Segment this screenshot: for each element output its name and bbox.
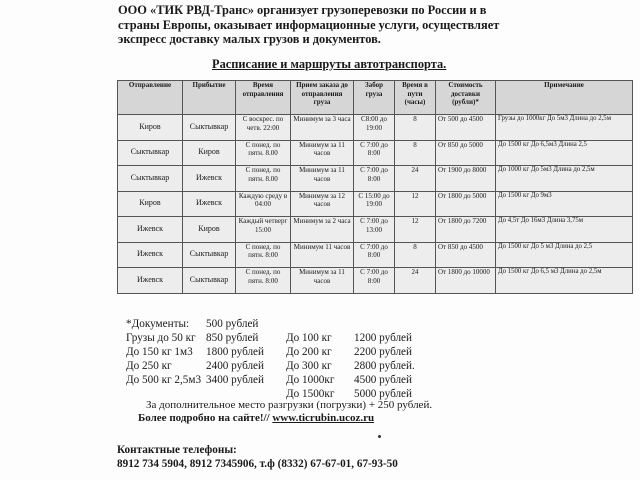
header-departure: Отправление xyxy=(118,81,183,115)
cell-departure-time: С воскрес. по четв. 22:00 xyxy=(236,115,291,141)
cell-arrival: Сыктывкар xyxy=(183,242,236,268)
table-row xyxy=(118,268,633,294)
cell-cost: От 850 до 4500 xyxy=(436,242,496,268)
documents-price: 500 рублей xyxy=(206,318,259,330)
cell-arrival: Сыктывкар xyxy=(183,115,236,141)
website-link[interactable]: www.ticrubin.ucoz.ru xyxy=(272,412,375,424)
header-cost: Стоимость доставки (рубли)* xyxy=(436,81,496,115)
cell-departure-time: Каждый четверг 15:00 xyxy=(236,217,291,243)
cell-cost: От 1800 до 7200 xyxy=(436,217,496,243)
table-row xyxy=(118,115,633,141)
cell-travel-time: 24 xyxy=(395,166,436,192)
cell-departure: Сыктывкар xyxy=(118,140,183,166)
cell-cost: От 500 до 4500 xyxy=(436,115,496,141)
price-value: 4500 рублей xyxy=(354,374,413,386)
documents-label: *Документы: xyxy=(126,318,190,330)
more-info xyxy=(138,412,374,424)
cell-pickup: С 15:00 до 19:00 xyxy=(354,191,395,217)
contacts-label: Контактные телефоны: xyxy=(117,444,237,456)
cell-note: До 1500 кг До 6,5м3 Длина 2,5 xyxy=(496,140,633,166)
price-label: До 1000кг xyxy=(286,374,335,386)
cell-arrival: Киров xyxy=(183,140,236,166)
cell-arrival: Ижевск xyxy=(183,191,236,217)
contact-phones: 8912 734 5904, 8912 7345906, т.ф (8332) 67-67-01, 67-93-50 xyxy=(117,458,398,470)
scan-speck xyxy=(378,435,381,438)
cell-travel-time: 24 xyxy=(395,268,436,294)
price-label: До 500 кг 2,5м3 xyxy=(126,374,202,386)
price-label: До 150 кг 1м3 xyxy=(126,346,193,358)
header-travel-time: Время в пути (часы) xyxy=(395,81,436,115)
cell-departure-time: Каждую среду в 04:00 xyxy=(236,191,291,217)
table-row xyxy=(118,191,633,217)
header-departure-time: Время отправления xyxy=(236,81,291,115)
cell-order-deadline: Минимум за 11 часов xyxy=(291,268,354,294)
more-info-text: Более подробно на сайте!// xyxy=(138,412,270,424)
table-row xyxy=(118,242,633,268)
cell-note: Грузы до 1000кг До 5м3 Длина до 2,5м xyxy=(496,115,633,141)
cell-note: До 1500 кг До 6,5 м3 Длина до 2,5м xyxy=(496,268,633,294)
cell-arrival: Ижевск xyxy=(183,166,236,192)
cell-cost: От 850 до 5000 xyxy=(436,140,496,166)
cell-note: До 1500 кг До 9м3 xyxy=(496,191,633,217)
cell-departure-time: С понед. по пятн. 8.00 xyxy=(236,166,291,192)
cell-arrival: Киров xyxy=(183,217,236,243)
price-value: 3400 рублей xyxy=(206,374,265,386)
schedule-title: Расписание и маршруты автотранспорта. xyxy=(212,57,447,71)
cell-pickup: С 7:00 до 8:00 xyxy=(354,166,395,192)
cell-order-deadline: Минимум за 3 часа xyxy=(291,115,354,141)
header-arrival: Прибытие xyxy=(183,81,236,115)
price-label: До 100 кг xyxy=(286,332,332,344)
cell-departure: Киров xyxy=(118,115,183,141)
cell-cost: От 1800 до 10000 xyxy=(436,268,496,294)
price-value: 2200 рублей xyxy=(354,346,413,358)
cell-order-deadline: Минимум за 11 часов xyxy=(291,166,354,192)
price-value: 1200 рублей xyxy=(354,332,413,344)
intro-line-1: ООО «ТИК РВД-Транс» организует грузоперевозки по России и в xyxy=(118,3,487,17)
cell-pickup: С8:00 до 19:00 xyxy=(354,115,395,141)
cell-departure: Киров xyxy=(118,191,183,217)
cell-pickup: С 7:00 до 8:00 xyxy=(354,140,395,166)
cell-travel-time: 8 xyxy=(395,242,436,268)
price-value: 1800 рублей xyxy=(206,346,265,358)
price-value: 2800 рублей. xyxy=(354,360,415,372)
cell-cost: От 1800 до 5000 xyxy=(436,191,496,217)
price-value: 2400 рублей xyxy=(206,360,265,372)
cell-note: До 4,5т До 16м3 Длина 3,75м xyxy=(496,217,633,243)
cell-departure-time: С понед. по пятн. 8.00 xyxy=(236,140,291,166)
cell-departure-time: С понед. по пятн. 8:00 xyxy=(236,242,291,268)
cell-departure: Сыктывкар xyxy=(118,166,183,192)
cell-travel-time: 12 xyxy=(395,191,436,217)
table-header-row xyxy=(118,81,633,115)
cell-note: До 1000 кг До 5м3 Длина до 2,5м xyxy=(496,166,633,192)
cell-note: До 1500 кг До 5 м3 Длина до 2,5 xyxy=(496,242,633,268)
price-value: 5000 рублей xyxy=(354,388,413,400)
company-intro xyxy=(118,3,588,47)
cell-pickup: С 7:00 до 8:00 xyxy=(354,242,395,268)
price-label: До 200 кг xyxy=(286,346,332,358)
table-row xyxy=(118,217,633,243)
cell-departure-time: С понед. по пятн. 8:00 xyxy=(236,268,291,294)
price-label: До 250 кг xyxy=(126,360,172,372)
price-value: 850 рублей xyxy=(206,332,259,344)
table-row xyxy=(118,166,633,192)
cell-departure: Ижевск xyxy=(118,242,183,268)
cell-order-deadline: Минимум за 2 часа xyxy=(291,217,354,243)
cell-travel-time: 8 xyxy=(395,140,436,166)
price-label: До 1500кг xyxy=(286,388,335,400)
cell-cost: От 1900 до 8000 xyxy=(436,166,496,192)
intro-line-2: страны Европы, оказывает информационные услуги, осуществляет xyxy=(118,17,500,32)
intro-line-3: экспресс доставку малых грузов и документов. xyxy=(118,32,381,46)
cell-order-deadline: Минимум за 11 часов xyxy=(291,140,354,166)
cell-departure: Ижевск xyxy=(118,268,183,294)
cell-departure: Ижевск xyxy=(118,217,183,243)
header-note: Примечание xyxy=(496,81,633,115)
price-label: До 300 кг xyxy=(286,360,332,372)
cell-travel-time: 8 xyxy=(395,115,436,141)
schedule-table xyxy=(117,80,633,294)
cell-pickup: С 7:00 до 8:00 xyxy=(354,268,395,294)
extra-unloading-note: За дополнительное место разгрузки (погрузки) + 250 рублей. xyxy=(146,399,433,411)
cell-order-deadline: Минимум за 12 часов xyxy=(291,191,354,217)
cell-pickup: С 7:00 до 13:00 xyxy=(354,217,395,243)
header-order-deadline: Прием заказа до отправления груза xyxy=(291,81,354,115)
cell-order-deadline: Минимум 11 часов xyxy=(291,242,354,268)
cell-arrival: Сыктывкар xyxy=(183,268,236,294)
header-pickup: Забор груза xyxy=(354,81,395,115)
table-row xyxy=(118,140,633,166)
cell-travel-time: 12 xyxy=(395,217,436,243)
price-label: Грузы до 50 кг xyxy=(126,332,196,344)
